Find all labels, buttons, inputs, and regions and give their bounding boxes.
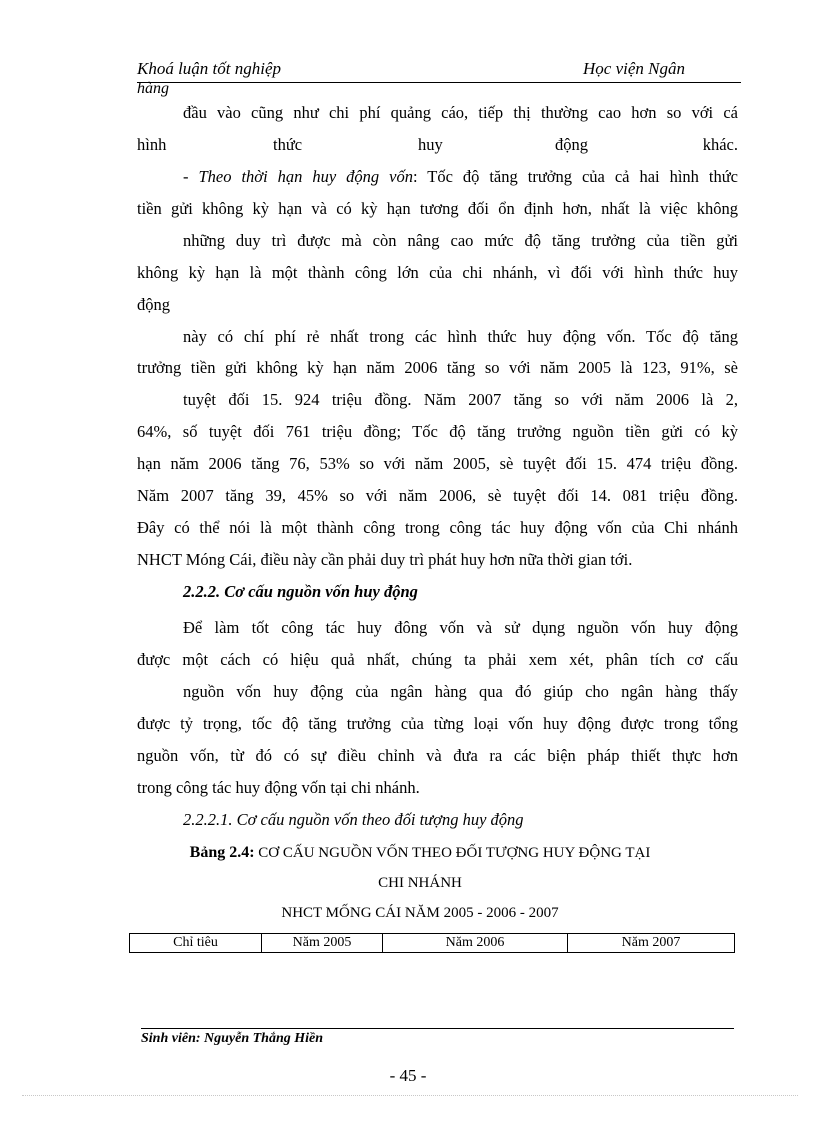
header-rule	[137, 82, 741, 83]
header-left: Khoá luận tốt nghiệp	[137, 59, 282, 78]
footer-rule	[141, 1028, 734, 1029]
table-header-row	[130, 934, 735, 953]
body-line: trưởng tiền gửi không kỳ hạn năm 2006 tăng so với năm 2005 là 123, 91%, sè	[137, 358, 738, 377]
header-right: Học viện Ngân	[583, 59, 685, 78]
subsection-heading: 2.2.2.1. Cơ cấu nguồn vốn theo đối tượng huy động	[183, 810, 524, 829]
word: động	[555, 135, 588, 154]
body-line: nguồn vốn huy động của ngân hàng qua đó giúp cho ngân hàng thấy	[183, 682, 738, 701]
body-line: tuyệt đối 15. 924 triệu đồng. Năm 2007 tăng so với năm 2006 là 2,	[183, 390, 738, 409]
body-line: Đây có thể nói là một thành công trong công tác huy động vốn của Chi nhánh	[137, 518, 738, 537]
body-line: tiền gửi không kỳ hạn và có kỳ hạn tương đối ổn định hơn, nhất là việc không	[137, 199, 738, 218]
body-line: được tỷ trọng, tốc độ tăng trưởng của từng loại vốn huy động được trong tổng	[137, 714, 738, 733]
body-line: đầu vào cũng như chi phí quảng cáo, tiếp thị thường cao hơn so với cá	[183, 103, 738, 122]
word: huy	[418, 135, 443, 154]
table-header-cell: Năm 2006	[383, 934, 568, 953]
body-text: : Tốc độ tăng trưởng của cả hai hình thức	[412, 167, 738, 186]
table-caption	[100, 843, 740, 863]
body-line: những duy trì được mà còn nâng cao mức độ tăng trưởng của tiền gửi	[183, 231, 738, 250]
table-caption-text: CƠ CẤU NGUỒN VỐN THEO ĐỐI TƯỢNG HUY ĐỘNG TẠI	[254, 845, 651, 861]
table-caption-line3: NHCT MỐNG CÁI NĂM 2005 - 2006 - 2007	[281, 905, 559, 921]
body-line: động	[137, 295, 170, 314]
word: thức	[273, 135, 303, 154]
page-number: - 45 -	[389, 1066, 427, 1085]
italic-phrase: - Theo thời hạn huy động vốn	[183, 167, 413, 186]
footer-student: Sinh viên: Nguyễn Thắng Hiền	[141, 1031, 324, 1046]
body-line: hạn năm 2006 tăng 76, 53% so với năm 2005, sè tuyệt đối 15. 474 triệu đồng.	[137, 454, 738, 473]
table-header-cell: Chỉ tiêu	[130, 934, 262, 953]
table-caption-line2: CHI NHÁNH	[378, 875, 462, 891]
section-heading: 2.2.2. Cơ cấu nguồn vốn huy động	[183, 582, 418, 601]
body-line: 64%, số tuyệt đối 761 triệu đồng; Tốc độ tăng trưởng nguồn tiền gửi có kỳ	[137, 422, 738, 441]
word: khác.	[702, 135, 738, 154]
table-header-cell: Năm 2007	[568, 934, 735, 953]
body-line: nguồn vốn, từ đó có sự điều chỉnh và đưa ra các biện pháp thiết thực hơn	[137, 746, 738, 765]
table-header-cell: Năm 2005	[262, 934, 383, 953]
body-line: không kỳ hạn là một thành công lớn của chi nhánh, vì đối với hình thức huy	[137, 263, 738, 282]
body-line: này có chí phí rẻ nhất trong các hình thức huy động vốn. Tốc độ tăng	[183, 327, 738, 346]
header-wrap: hàng	[137, 80, 169, 97]
body-line: NHCT Móng Cái, điều này cần phải duy trì phát huy hơn nữa thời gian tới.	[137, 550, 633, 569]
body-line: Để làm tốt công tác huy đông vốn và sử dụng nguồn vốn huy động	[183, 618, 738, 637]
body-line: được một cách có hiệu quả nhất, chúng ta phải xem xét, phân tích cơ cấu	[137, 650, 738, 669]
data-table	[129, 933, 735, 953]
table-caption-label: Bảng 2.4:	[189, 844, 255, 861]
body-line	[183, 167, 738, 187]
body-line: Năm 2007 tăng 39, 45% so với năm 2006, sè tuyệt đối 14. 081 triệu đồng.	[137, 486, 738, 505]
body-line: trong công tác huy động vốn tại chi nhánh.	[137, 778, 420, 797]
page-edge-dots	[22, 1095, 798, 1096]
word: hình	[137, 135, 167, 154]
